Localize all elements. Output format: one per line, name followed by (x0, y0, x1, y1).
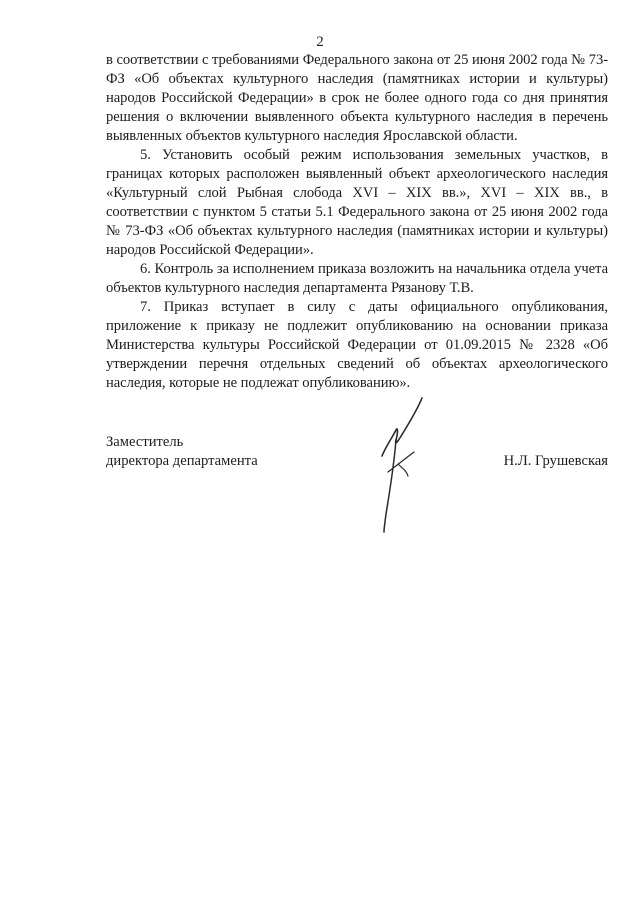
signatory-name: Н.Л. Грушевская (503, 453, 608, 469)
paragraph-7: 7. Приказ вступает в силу с даты официального опубликования, приложение к приказу не подлежит опубликованию на основании приказа Министерства культуры Российской Федерации от 01.09.2015 № 2328 «Об утверждении перечня отдельных сведений об объектах археологического наследия, которые не подлежат опубликованию». (106, 299, 608, 391)
paragraph-continuation: в соответствии с требованиями Федерального закона от 25 июня 2002 года № 73-ФЗ «Об объектах культурного наследия (памятниках истории и культуры) народов Российской Федерации» в срок не более одного года со дня принятия решения о включении выявленного объекта культурного наследия в перечень выявленных объектов культурного наследия Ярославской области. (106, 52, 608, 144)
document-body (106, 51, 608, 393)
page-number: 2 (316, 34, 324, 50)
signature-block (106, 433, 608, 493)
paragraph-5: 5. Установить особый режим использования земельных участков, в границах которых расположен выявленный объект археологического наследия «Культурный слой Рыбная слобода XVI – XIX вв.», XVI – XIX вв., в соответствии с пунктом 5 статьи 5.1 Федерального закона от 25 июня 2002 года № 73-ФЗ «Об объектах культурного наследия (памятниках истории и культуры) народов Российской Федерации». (106, 147, 608, 258)
signatory-title-line-2: директора департамента (106, 453, 258, 469)
signatory-title-line-1: Заместитель (106, 434, 184, 450)
signatory-title (106, 433, 258, 471)
paragraph-6: 6. Контроль за исполнением приказа возложить на начальника отдела учета объектов культурного наследия департамента Рязанову Т.В. (106, 261, 608, 296)
handwritten-signature (368, 394, 428, 534)
